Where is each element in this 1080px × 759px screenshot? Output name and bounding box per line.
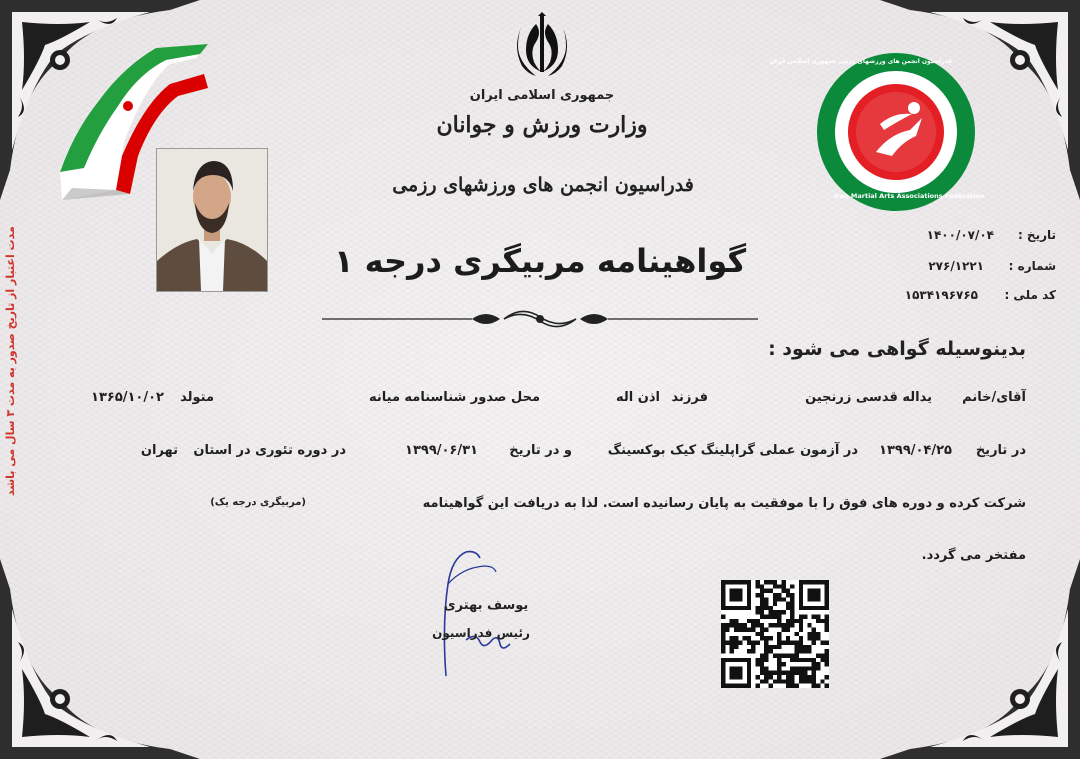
salutation: آقای/خانم	[962, 390, 1026, 405]
federation-title: فدراسیون انجمن های ورزشهای رزمی	[392, 174, 694, 196]
number-label: شماره :	[1008, 259, 1056, 273]
honor-line: مفتخر می گردد.	[921, 548, 1026, 563]
republic-title: جمهوری اسلامی ایران	[469, 88, 615, 103]
intro-line: بدینوسیله گواهی می شود :	[768, 338, 1026, 360]
certificate-title: گواهینامه مربیگری درجه ۱	[333, 242, 747, 280]
date-label: تاریخ :	[1017, 228, 1056, 242]
number-value: ۲۷۶/۱۲۲۱	[928, 259, 984, 273]
completion-line: شرکت کرده و دوره های فوق را با موفقیت به پایان رسانیده است. لذا به دریافت این گواهینامه	[422, 496, 1026, 511]
exam-date-prefix: در تاریخ	[975, 443, 1026, 458]
birth-label: متولد	[180, 390, 214, 405]
theory-exam-date: ۱۳۹۹/۰۶/۳۱	[405, 443, 478, 458]
federation-logo	[769, 56, 985, 208]
theory-date-prefix: و در تاریخ	[509, 443, 572, 458]
ministry-title: وزارت ورزش و جوانان	[436, 112, 648, 138]
corner-ornament-bottom-left	[0, 559, 200, 759]
iran-emblem-icon	[508, 12, 576, 80]
father-name: اذن اله	[616, 390, 660, 405]
theory-exam-text: در دوره تئوری در استان	[193, 443, 346, 458]
corner-ornament-bottom-right	[880, 559, 1080, 759]
qr-code[interactable]	[721, 580, 829, 688]
issue-place: میانه	[368, 390, 400, 405]
birth-date: ۱۳۶۵/۱۰/۰۲	[91, 390, 164, 405]
signer-name: یوسف بهتری	[443, 598, 529, 613]
validity-note: مدت اعتبار از تاریخ صدور به مدت ۳ سال می باشد	[4, 226, 17, 496]
title-divider	[322, 306, 758, 332]
logo-english-text: Iran Martial Arts Associations Federation	[834, 192, 985, 200]
father-label: فرزند	[671, 390, 708, 405]
holder-photo	[156, 148, 268, 292]
logo-arc-text: فدراسیون انجمن های ورزشهای رزمی جمهوری اسلامی ایران	[769, 58, 952, 65]
national-code-label: کد ملی :	[1004, 288, 1056, 302]
national-code-value: ۱۵۳۴۱۹۶۷۶۵	[904, 288, 978, 302]
issue-place-label: محل صدور شناسنامه	[404, 390, 540, 405]
signer-role: رئیس فدراسیون	[432, 626, 530, 640]
practical-exam-text: در آزمون عملی گراپلینگ کیک بوکسینگ	[607, 443, 858, 458]
province: تهران	[140, 443, 178, 458]
certificate-grade-note: (مربیگری درجه یک)	[210, 497, 306, 508]
practical-exam-date: ۱۳۹۹/۰۴/۲۵	[879, 443, 952, 458]
date-value: ۱۴۰۰/۰۷/۰۴	[926, 228, 994, 242]
holder-name: یداله قدسی زرنجین	[805, 390, 932, 405]
